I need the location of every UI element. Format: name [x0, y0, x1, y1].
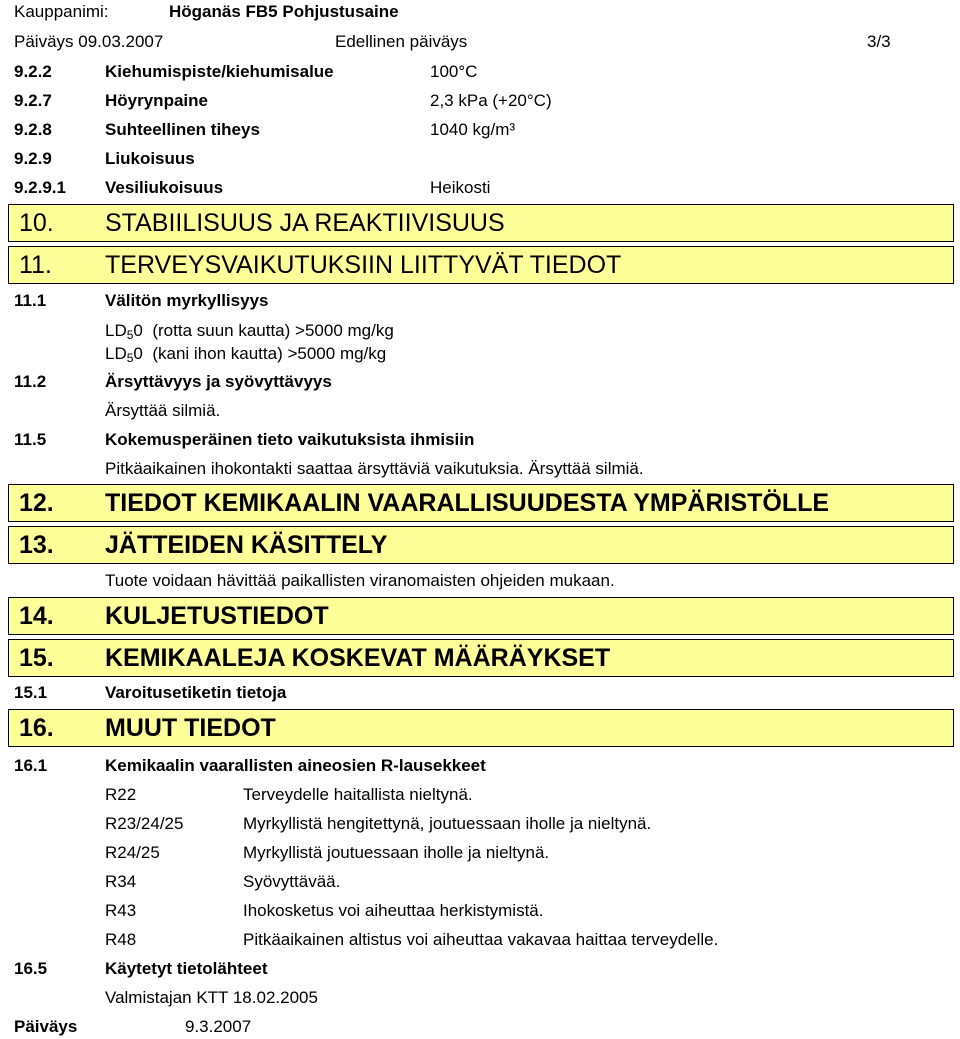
subsection-number: 11.1 [14, 291, 47, 310]
section-12-heading [8, 484, 954, 522]
ld-value: 0 [133, 321, 143, 340]
property-value: 1040 kg/m³ [430, 120, 516, 139]
document-date: Päiväys 09.03.2007 [14, 32, 164, 51]
ld-subscript: 5 [126, 328, 134, 342]
property-value: Heikosti [430, 178, 491, 197]
r-phrase-code: R24/25 [105, 843, 160, 862]
subsection-number: 16.1 [14, 756, 48, 775]
section-title: JÄTTEIDEN KÄSITTELY [105, 531, 388, 559]
property-number: 9.2.2 [14, 62, 52, 81]
property-number: 9.2.7 [14, 91, 52, 110]
previous-date-label: Edellinen päiväys [335, 32, 468, 51]
property-number: 9.2.8 [14, 120, 52, 139]
section-number: 10. [19, 209, 54, 237]
subsection-title: Välitön myrkyllisyys [105, 291, 269, 310]
footer-date-label: Päiväys [14, 1017, 78, 1036]
section-15-heading [8, 639, 954, 677]
property-label: Liukoisuus [105, 149, 195, 168]
section-13-text: Tuote voidaan hävittää paikallisten viranomaisten ohjeiden mukaan. [105, 571, 615, 590]
section-title: STABIILISUUS JA REAKTIIVISUUS [105, 209, 505, 237]
subsection-title: Käytetyt tietolähteet [105, 959, 268, 978]
section-16-heading [8, 709, 954, 747]
r-phrase-text: Pitkäaikainen altistus voi aiheuttaa vakavaa haittaa terveydelle. [243, 930, 719, 949]
section-number: 13. [19, 531, 54, 559]
section-title: MUUT TIEDOT [105, 714, 276, 742]
section-10-heading [8, 204, 954, 242]
section-number: 12. [19, 489, 54, 517]
r-phrase-code: R48 [105, 930, 137, 949]
ld50-line [105, 321, 394, 341]
r-phrase-text: Syövyttävää. [243, 872, 341, 891]
section-title: KEMIKAALEJA KOSKEVAT MÄÄRÄYKSET [105, 644, 611, 672]
ld-text: (kani ihon kautta) >5000 mg/kg [152, 344, 387, 363]
section-14-heading [8, 597, 954, 635]
ld-value: 0 [133, 344, 143, 363]
property-number: 9.2.9 [14, 149, 52, 168]
source-reference: Valmistajan KTT 18.02.2005 [105, 988, 318, 1007]
section-title: TIEDOT KEMIKAALIN VAARALLISUUDESTA YMPÄRISTÖLLE [105, 489, 830, 517]
subsection-text: Ärsyttää silmiä. [105, 401, 221, 420]
r-phrase-code: R43 [105, 901, 137, 920]
property-value: 100°C [430, 62, 478, 81]
section-11-heading [8, 246, 954, 284]
section-number: 16. [19, 714, 54, 742]
property-value: 2,3 kPa (+20°C) [430, 91, 552, 110]
ld-text: (rotta suun kautta) >5000 mg/kg [152, 321, 394, 340]
section-number: 11. [19, 251, 52, 279]
subsection-number: 11.2 [14, 372, 47, 391]
subsection-text: Pitkäaikainen ihokontakti saattaa ärsyttäviä vaikutuksia. Ärsyttää silmiä. [105, 459, 644, 478]
r-phrase-text: Ihokosketus voi aiheuttaa herkistymistä. [243, 901, 544, 920]
subsection-title: Kokemusperäinen tieto vaikutuksista ihmisiin [105, 430, 475, 449]
subsection-title: Varoitusetiketin tietoja [105, 683, 287, 702]
r-phrase-code: R34 [105, 872, 137, 891]
r-phrase-text: Myrkyllistä joutuessaan iholle ja nieltynä. [243, 843, 550, 862]
section-13-heading [8, 526, 954, 564]
section-title: KULJETUSTIEDOT [105, 602, 329, 630]
ld50-line [105, 344, 386, 364]
section-number: 15. [19, 644, 54, 672]
trade-name-label: Kauppanimi: [14, 2, 109, 21]
property-label: Suhteellinen tiheys [105, 120, 260, 139]
subsection-number: 15.1 [14, 683, 48, 702]
ld-prefix: LD [105, 344, 127, 363]
r-phrase-code: R23/24/25 [105, 814, 184, 833]
subsection-number: 16.5 [14, 959, 48, 978]
r-phrase-text: Myrkyllistä hengitettynä, joutuessaan iholle ja nieltynä. [243, 814, 652, 833]
r-phrase-text: Terveydelle haitallista nieltynä. [243, 785, 473, 804]
r-phrase-code: R22 [105, 785, 137, 804]
ld-subscript: 5 [126, 351, 134, 365]
subsection-number: 11.5 [14, 430, 47, 449]
trade-name: Höganäs FB5 Pohjustusaine [169, 2, 399, 21]
property-label: Kiehumispiste/kiehumisalue [105, 62, 334, 81]
section-number: 14. [19, 602, 54, 630]
section-title: TERVEYSVAIKUTUKSIIN LIITTYVÄT TIEDOT [105, 251, 622, 279]
subsection-title: Ärsyttävyys ja syövyttävyys [105, 372, 332, 391]
subsection-title: Kemikaalin vaarallisten aineosien R-lausekkeet [105, 756, 486, 775]
property-label: Höyrynpaine [105, 91, 208, 110]
property-label: Vesiliukoisuus [105, 178, 224, 197]
footer-date: 9.3.2007 [185, 1017, 252, 1036]
property-number: 9.2.9.1 [14, 178, 66, 197]
ld-prefix: LD [105, 321, 127, 340]
page-number: 3/3 [867, 32, 891, 51]
